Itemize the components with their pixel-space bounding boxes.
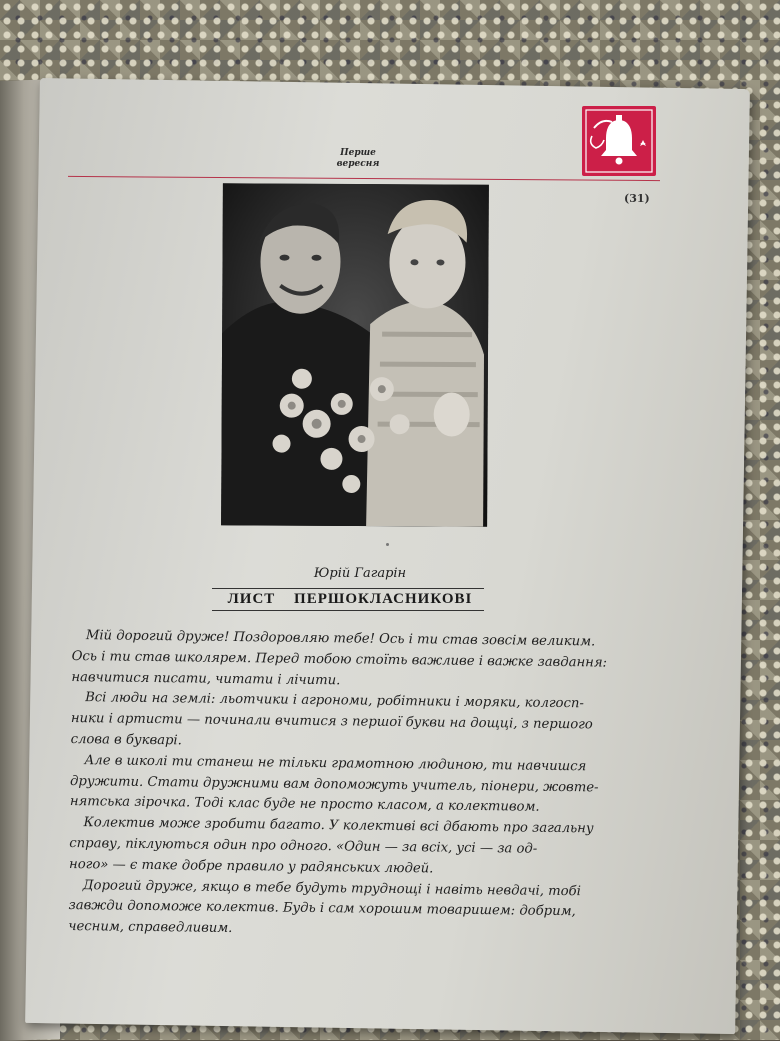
paragraph-4 [69, 813, 680, 883]
article-title: ЛИСТ ПЕРШОКЛАСНИКОВІ [227, 591, 473, 607]
text-line: Мій дорогий друже! Поздоровляю тебе! Ось і ти став зовсім великим. [85, 628, 596, 650]
section-header [318, 148, 398, 170]
article-body [68, 626, 682, 945]
title-rule-top [212, 588, 484, 589]
portrait-photo-icon [221, 183, 489, 526]
text-line: ники і артисти — починали вчитися з першої букви на дощці, з першого [70, 711, 593, 733]
decorative-dot [386, 543, 389, 546]
text-line: нятська зірочка. Тоді клас буде не просто класом, а колективом. [69, 794, 540, 816]
bell-emblem-icon [582, 106, 656, 176]
text-line: Ось і ти став школярем. Перед тобою стоїть важливе і важке завдання: [71, 648, 608, 671]
text-line: справу, піклуються один про одного. «Один — за всіх, усі — за од- [69, 835, 538, 857]
title-rule-bottom [212, 610, 484, 611]
section-header-line2: вересня [336, 159, 380, 169]
text-line: Дорогий друже, якщо в тебе будуть труднощі і навіть невдачі, тобі [82, 877, 581, 899]
paragraph-3 [70, 751, 681, 821]
page-number: (31) [624, 192, 650, 205]
text-line: Але в школі ти станеш не тільки грамотною людиною, ти навчишся [84, 752, 587, 775]
text-line: Колектив може зробити багато. У колективі всі дбають про загальну [83, 815, 594, 837]
paragraph-1 [71, 626, 682, 696]
text-line: дружити. Стати дружними вам допоможуть учитель, піонери, жовте- [70, 773, 599, 796]
paragraph-5 [68, 876, 679, 946]
text-line: чесним, справедливим. [68, 919, 233, 937]
article-author: Юрій Гагарін [313, 566, 407, 581]
text-line: навчитися писати, читати і лічити. [71, 669, 341, 688]
text-line: ного» — є таке добре правило у радянських людей. [68, 856, 434, 877]
text-line: Всі люди на землі: льотчики і агрономи, робітники і моряки, колгосп- [85, 690, 584, 712]
text-line: слова в букварі. [70, 731, 182, 749]
paragraph-2 [70, 688, 681, 758]
section-header-line1: Перше [340, 148, 376, 158]
text-line: завжди допоможе колектив. Будь і сам хорошим товаришем: добрим, [68, 898, 576, 920]
